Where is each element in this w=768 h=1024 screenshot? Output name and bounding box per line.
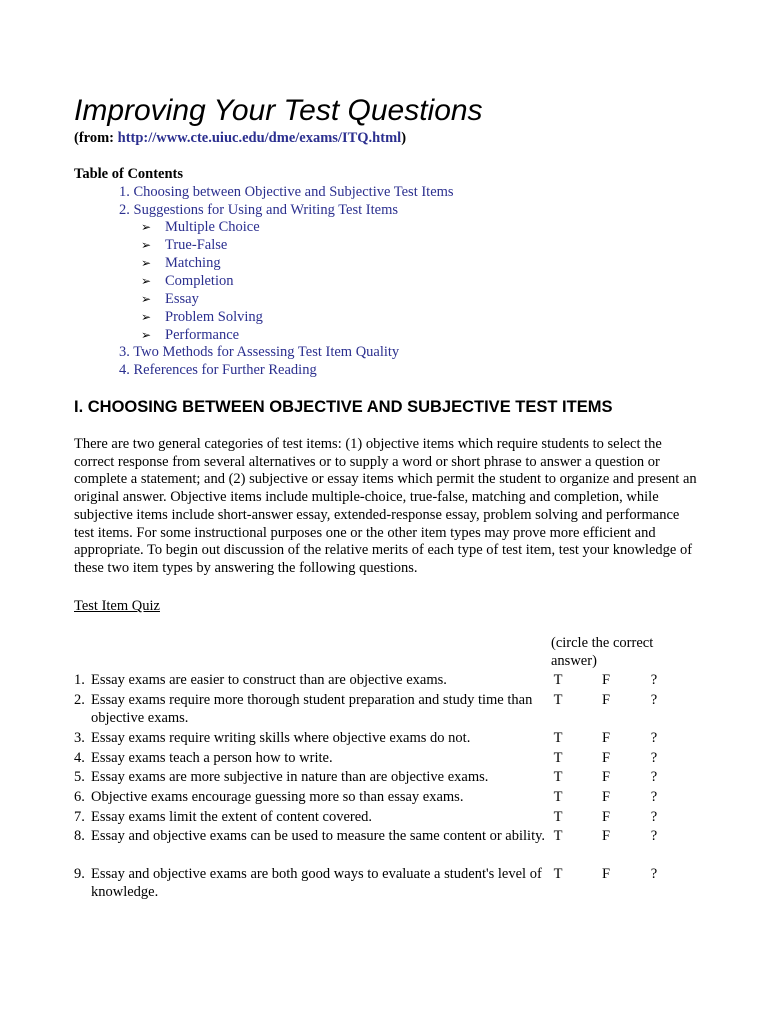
toc-subitem-matching[interactable]: [141, 254, 221, 272]
toc-item-number: 2.: [119, 202, 130, 218]
section-paragraph: There are two general categories of test items: (1) objective items which require students to select the correct response from several alternatives or to supply a word or short phrase to answer a question or complete a statement; and (2) subjective or essay items which permit the student to organize and present an original answer. Objective items include multiple-choice, true-false, matching and completion, while subjective items include short-answer essay, extended-response essay, problem solving and performance test items. For some instructional purposes one or the other item types may prove more efficient and appropriate. To begin out discussion of the relative merits of each type of test item, test your knowledge of these two item types by answering the following questions.: [74, 436, 697, 576]
toc-item-3[interactable]: [119, 343, 399, 361]
option-unsure[interactable]: ?: [650, 866, 658, 882]
source-label: (from:: [74, 130, 118, 146]
toc-item-2[interactable]: [119, 201, 398, 219]
question-number: 2.: [74, 692, 85, 708]
toc-item-number: 1.: [119, 184, 130, 200]
option-false[interactable]: F: [601, 750, 611, 766]
question-number: 4.: [74, 750, 85, 766]
toc-subitem-link[interactable]: True-False: [165, 237, 228, 253]
toc-item-link[interactable]: Suggestions for Using and Writing Test Items: [133, 202, 398, 218]
question-number: 1.: [74, 672, 85, 688]
arrow-bullet-icon: ➢: [141, 292, 152, 306]
question-text: Objective exams encourage guessing more so than essay exams.: [91, 789, 464, 805]
question-number: 3.: [74, 730, 85, 746]
option-true[interactable]: T: [553, 828, 563, 844]
question-text: Essay exams are more subjective in nature than are objective exams.: [91, 769, 489, 785]
question-text: Essay exams require more thorough student preparation and study time than objective exams.: [91, 692, 533, 726]
toc-subitem-link[interactable]: Matching: [165, 255, 221, 271]
option-unsure[interactable]: ?: [650, 809, 658, 825]
source-url-link[interactable]: http://www.cte.uiuc.edu/dme/exams/ITQ.html: [117, 130, 402, 146]
option-true[interactable]: T: [553, 692, 563, 708]
question-text: Essay exams are easier to construct than are objective exams.: [91, 672, 447, 688]
question-number: 9.: [74, 866, 85, 882]
option-unsure[interactable]: ?: [650, 692, 658, 708]
arrow-bullet-icon: ➢: [141, 256, 152, 270]
toc-subitem-link[interactable]: Performance: [165, 327, 240, 343]
question-text: Essay and objective exams are both good ways to evaluate a student's level of knowledge.: [91, 866, 542, 900]
toc-item-link[interactable]: Choosing between Objective and Subjective Test Items: [133, 184, 454, 200]
arrow-bullet-icon: ➢: [141, 238, 152, 252]
question-text: Essay exams require writing skills where objective exams do not.: [91, 730, 471, 746]
option-unsure[interactable]: ?: [650, 828, 658, 844]
question-number: 7.: [74, 809, 85, 825]
toc-item-number: 4.: [119, 362, 130, 378]
option-unsure[interactable]: ?: [650, 789, 658, 805]
option-true[interactable]: T: [553, 809, 563, 825]
question-number: 5.: [74, 769, 85, 785]
option-unsure[interactable]: ?: [650, 730, 658, 746]
option-true[interactable]: T: [553, 789, 563, 805]
option-true[interactable]: T: [553, 730, 563, 746]
quiz-label: Test Item Quiz: [74, 598, 160, 614]
option-unsure[interactable]: ?: [650, 769, 658, 785]
question-text: Essay exams teach a person how to write.: [91, 750, 333, 766]
document-title: Improving Your Test Questions: [74, 94, 483, 127]
question-number: 8.: [74, 828, 85, 844]
question-text: Essay exams limit the extent of content covered.: [91, 809, 373, 825]
toc-subitem-problem-solving[interactable]: [141, 308, 263, 326]
toc-subitem-multiple-choice[interactable]: [141, 218, 260, 236]
option-unsure[interactable]: ?: [650, 750, 658, 766]
option-true[interactable]: T: [553, 672, 563, 688]
option-false[interactable]: F: [601, 672, 611, 688]
source-close: ): [401, 130, 407, 146]
option-false[interactable]: F: [601, 866, 611, 882]
option-false[interactable]: F: [601, 692, 611, 708]
toc-subitem-link[interactable]: Completion: [165, 273, 234, 289]
option-false[interactable]: F: [601, 809, 611, 825]
toc-subitem-link[interactable]: Problem Solving: [165, 309, 263, 325]
toc-subitem-essay[interactable]: [141, 290, 199, 308]
question-text: Essay and objective exams can be used to measure the same content or ability.: [91, 828, 546, 844]
option-false[interactable]: F: [601, 828, 611, 844]
question-number: 6.: [74, 789, 85, 805]
quiz-instruction: (circle the correct answer): [551, 635, 654, 669]
toc-subitem-completion[interactable]: [141, 272, 233, 290]
toc-subitem-link[interactable]: Multiple Choice: [165, 219, 260, 235]
option-false[interactable]: F: [601, 789, 611, 805]
source-line: [74, 130, 406, 147]
toc-item-4[interactable]: [119, 361, 317, 379]
arrow-bullet-icon: ➢: [141, 310, 152, 324]
option-unsure[interactable]: ?: [650, 672, 658, 688]
toc-item-number: 3.: [119, 344, 130, 360]
option-true[interactable]: T: [553, 769, 563, 785]
section-heading: I. CHOOSING BETWEEN OBJECTIVE AND SUBJECTIVE TEST ITEMS: [74, 398, 613, 416]
toc-heading: Table of Contents: [74, 166, 184, 182]
toc-subitem-link[interactable]: Essay: [165, 291, 199, 307]
arrow-bullet-icon: ➢: [141, 274, 152, 288]
toc-subitem-performance[interactable]: [141, 326, 239, 344]
arrow-bullet-icon: ➢: [141, 220, 152, 234]
option-false[interactable]: F: [601, 730, 611, 746]
toc-item-link[interactable]: Two Methods for Assessing Test Item Quality: [133, 344, 400, 360]
option-false[interactable]: F: [601, 769, 611, 785]
option-true[interactable]: T: [553, 866, 563, 882]
toc-item-1[interactable]: [119, 183, 454, 201]
toc-item-link[interactable]: References for Further Reading: [133, 362, 317, 378]
toc-subitem-true-false[interactable]: [141, 236, 227, 254]
option-true[interactable]: T: [553, 750, 563, 766]
arrow-bullet-icon: ➢: [141, 328, 152, 342]
